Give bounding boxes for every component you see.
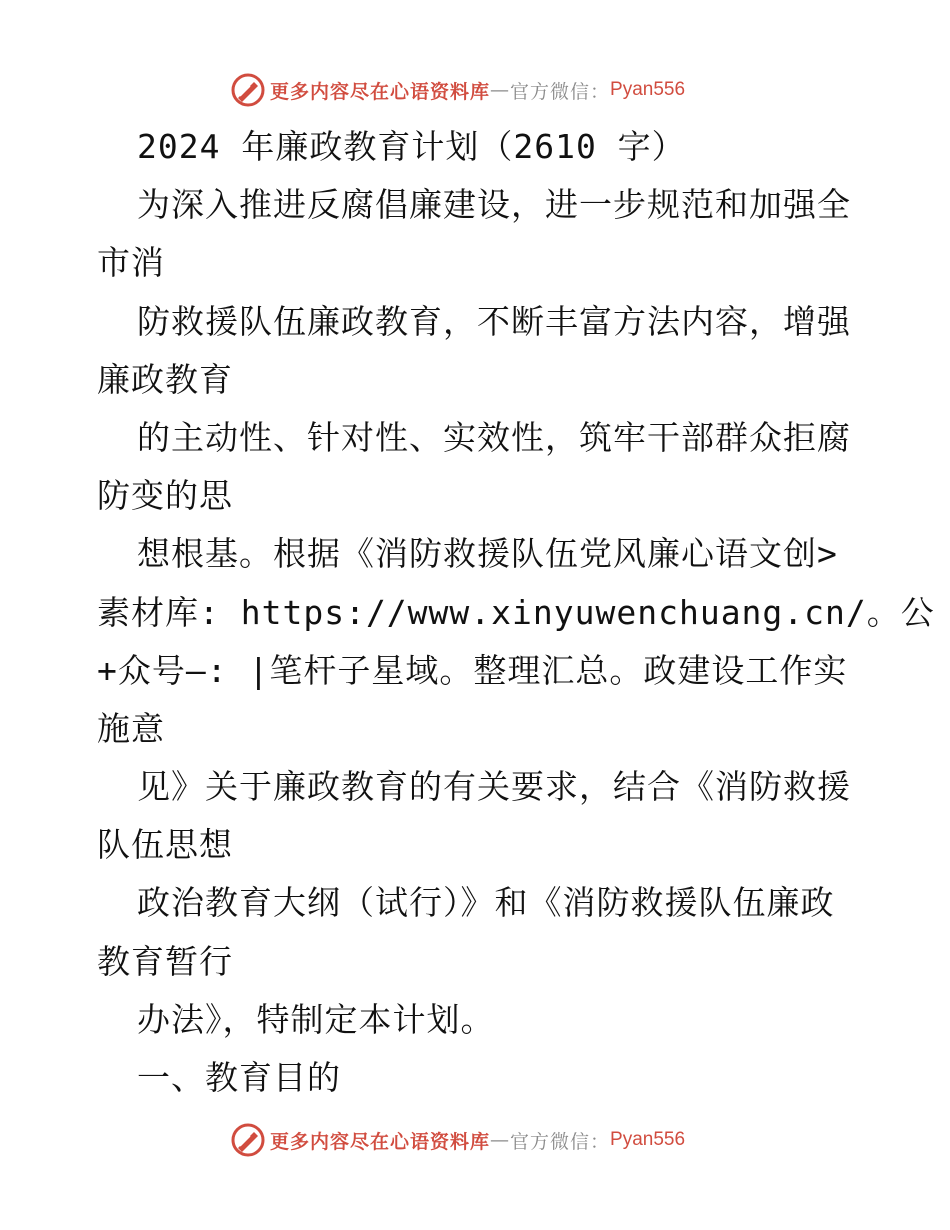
quill-seal-icon [230, 1122, 266, 1158]
document-body [97, 118, 935, 1107]
watermark-brand: 更多内容尽在心语资料库 [270, 80, 491, 103]
watermark-footer [230, 1120, 750, 1160]
watermark-wechat-id: Pyan556 [610, 79, 686, 100]
watermark-brand: 更多内容尽在心语资料库 [270, 1130, 491, 1153]
text-line: 教育暂行 [97, 941, 233, 981]
text-line: 素材库: https://www.xinyuwenchuang.cn/。公 [97, 592, 935, 632]
text-line: +众号—: |笔杆子星域。整理汇总。政建设工作实 [97, 650, 848, 690]
watermark-wechat-label: 官方微信： [510, 1130, 611, 1153]
watermark-dash: — [490, 1129, 511, 1151]
text-line: 的主动性、针对性、实效性，筑牢干部群众拒腐 [137, 417, 851, 457]
watermark-header [230, 70, 750, 110]
text-line: 想根基。根据《消防救援队伍党风廉心语文创> [137, 534, 838, 574]
text-line: 队伍思想 [97, 825, 233, 865]
text-line: 防变的思 [97, 476, 233, 516]
text-line: 廉政教育 [97, 359, 233, 399]
text-line: 市消 [97, 243, 165, 283]
watermark-dash: — [490, 79, 511, 101]
text-line: 办法》，特制定本计划。 [137, 999, 495, 1039]
quill-seal-icon [230, 72, 266, 108]
watermark-wechat-label: 官方微信： [510, 80, 611, 103]
text-line: 防救援队伍廉政教育，不断丰富方法内容，增强 [137, 301, 851, 341]
text-line: 政治教育大纲（试行）》和《消防救援队伍廉政 [137, 883, 835, 923]
document-title: 2024 年廉政教育计划（2610 字） [137, 127, 686, 166]
text-line: 施意 [97, 708, 165, 748]
watermark-wechat-id: Pyan556 [610, 1129, 686, 1150]
text-line: 见》关于廉政教育的有关要求，结合《消防救援 [137, 767, 851, 807]
section-heading: 一、教育目的 [137, 1058, 341, 1097]
text-line: 为深入推进反腐倡廉建设，进一步规范和加强全 [137, 185, 851, 225]
